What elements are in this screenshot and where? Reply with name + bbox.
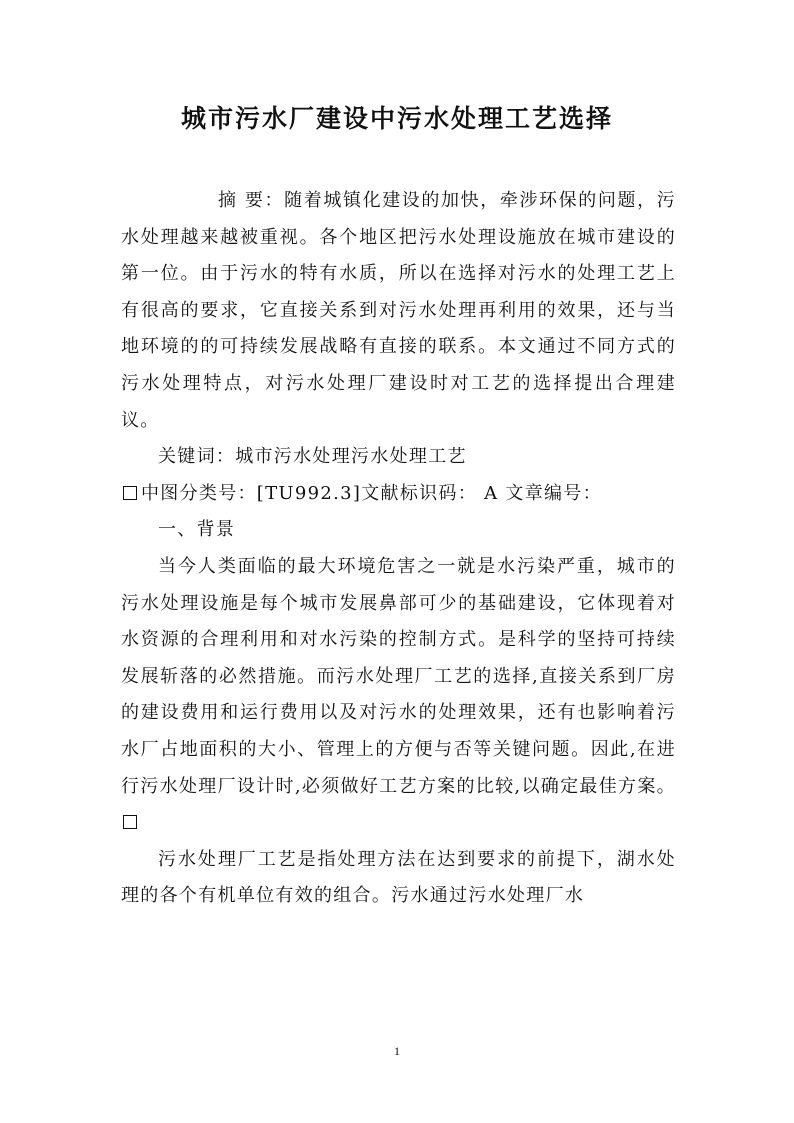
document-body <box>121 183 676 915</box>
section-heading: 一、背景 <box>158 519 236 541</box>
classification-line <box>121 476 676 513</box>
body-paragraph-1 <box>121 549 676 842</box>
body-paragraph-2: 污水处理厂工艺是指处理方法在达到要求的前提下，湖水处理的各个有机单位有效的组合。污水通过污水处理厂水 <box>121 848 676 907</box>
missing-glyph-box-icon <box>123 486 137 500</box>
classification-text: 中图分类号：[TU992.3]文献标识码： A 文章编号： <box>141 482 602 504</box>
abstract-paragraph: 摘 要：随着城镇化建设的加快，牵涉环保的问题，污水处理越来越被重视。各个地区把污水处理设施放在城市建设的第一位。由于污水的特有水质，所以在选择对污水的处理工艺上有很高的要求，它直接关系到对污水处理再利用的效果，还与当地环境的的可持续发展战略有直接的联系。本文通过不同方式的污水处理特点，对污水处理厂建设时对工艺的选择提出合理建议。 <box>121 190 676 431</box>
keywords-line: 关键词：城市污水处理污水处理工艺 <box>158 446 467 468</box>
body-paragraph-1-text: 当今人类面临的最大环境危害之一就是水污染严重，城市的污水处理设施是每个城市发展鼻部可少的基础建设，它体现着对水资源的合理利用和对水污染的控制方式。是科学的坚持可持续发展斩落的必然措施。而污水处理厂工艺的选择,直接关系到厂房的建设费用和运行费用以及对污水的处理效果，还有也影响着污水厂占地面积的大小、管理上的方便与否等关键问题。因此,在进行污水处理厂设计时,必须做好工艺方案的比较,以确定最佳方案。 <box>121 555 676 797</box>
missing-glyph-box-icon <box>123 815 137 829</box>
document-title: 城市污水厂建设中污水处理工艺选择 <box>180 104 613 133</box>
page-number: 1 <box>394 1044 400 1058</box>
